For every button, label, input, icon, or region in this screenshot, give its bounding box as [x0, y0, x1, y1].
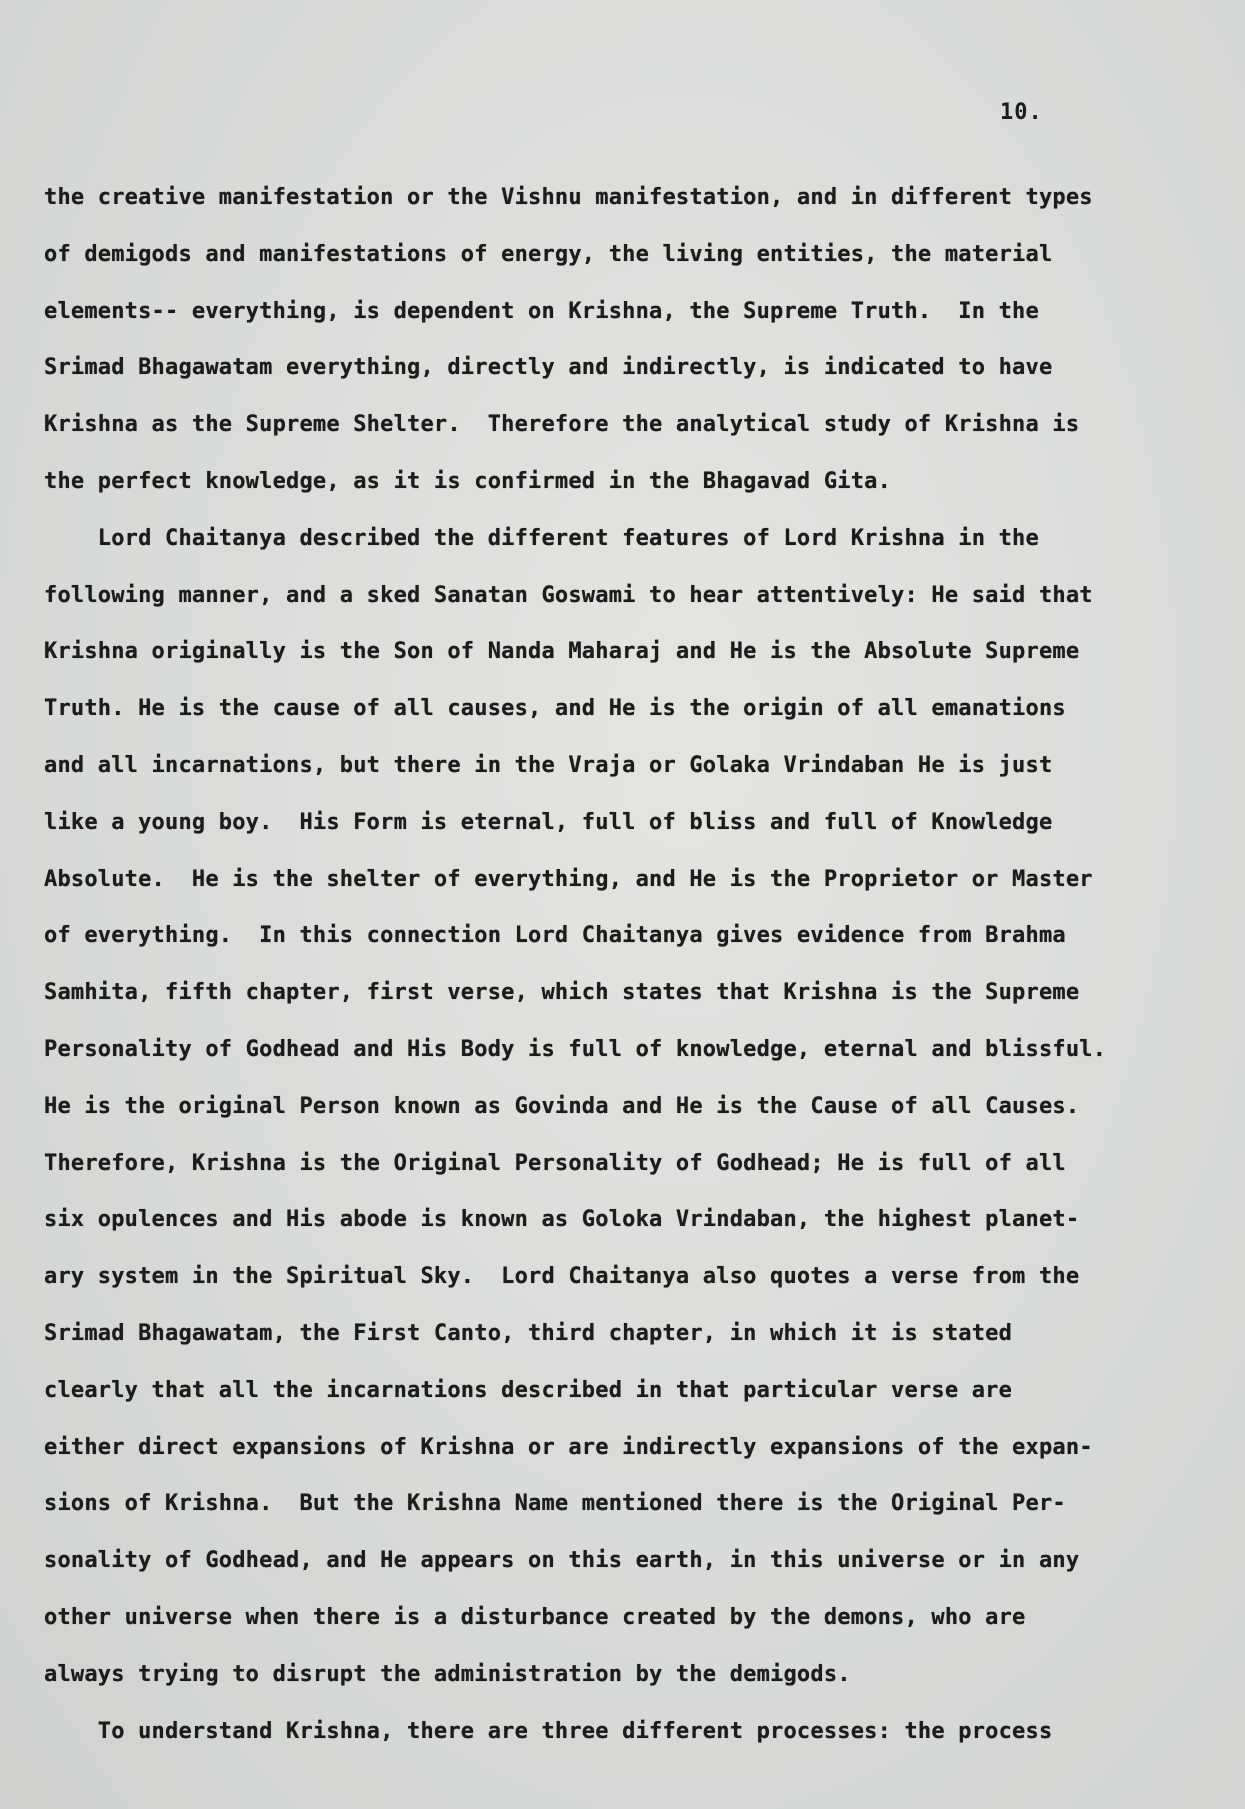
text-line: and all incarnations, but there in the Vraja or Golaka Vrindaban He is just [44, 752, 1053, 778]
text-line: Samhita, fifth chapter, first verse, which states that Krishna is the Supreme [44, 980, 1080, 1006]
text-line: He is the original Person known as Govinda and He is the Cause of all Causes. [44, 1093, 1080, 1119]
text-line: elements-- everything, is dependent on Krishna, the Supreme Truth. In the [44, 298, 1039, 324]
text-line: following manner, and a sked Sanatan Goswami to hear attentively: He said that [44, 582, 1093, 608]
text-line: Krishna originally is the Son of Nanda Maharaj and He is the Absolute Supreme [44, 639, 1080, 665]
text-line: To understand Krishna, there are three different processes: the process [44, 1718, 1053, 1744]
text-line: of demigods and manifestations of energy, the living entities, the material [44, 241, 1053, 267]
text-line: always trying to disrupt the administration by the demigods. [44, 1661, 851, 1687]
text-line: ary system in the Spiritual Sky. Lord Chaitanya also quotes a verse from the [44, 1264, 1080, 1290]
text-line: Srimad Bhagawatam, the First Canto, third chapter, in which it is stated [44, 1320, 1013, 1346]
text-line: of everything. In this connection Lord Chaitanya gives evidence from Brahma [44, 923, 1066, 949]
text-line: Absolute. He is the shelter of everything, and He is the Proprietor or Master [44, 866, 1093, 892]
text-line: either direct expansions of Krishna or are indirectly expansions of the expan- [44, 1434, 1093, 1460]
body-text [44, 180, 1144, 1770]
text-line: Personality of Godhead and His Body is full of knowledge, eternal and blissful. [44, 1036, 1107, 1062]
text-line: the perfect knowledge, as it is confirmed in the Bhagavad Gita. [44, 468, 892, 494]
text-line: other universe when there is a disturbance created by the demons, who are [44, 1604, 1026, 1630]
text-line: six opulences and His abode is known as Goloka Vrindaban, the highest planet- [44, 1207, 1080, 1233]
page-number: 10. [1000, 100, 1043, 125]
text-line: Therefore, Krishna is the Original Personality of Godhead; He is full of all [44, 1150, 1066, 1176]
text-line: sonality of Godhead, and He appears on this earth, in this universe or in any [44, 1548, 1080, 1574]
text-line: Lord Chaitanya described the different features of Lord Krishna in the [44, 525, 1039, 551]
text-line: the creative manifestation or the Vishnu manifestation, and in different types [44, 185, 1093, 210]
text-line: Krishna as the Supreme Shelter. Therefore the analytical study of Krishna is [44, 412, 1080, 438]
text-line: sions of Krishna. But the Krishna Name mentioned there is the Original Per- [44, 1491, 1066, 1517]
text-line: Srimad Bhagawatam everything, directly and indirectly, is indicated to have [44, 355, 1053, 381]
text-line: Truth. He is the cause of all causes, and He is the origin of all emanations [44, 696, 1066, 722]
text-line: clearly that all the incarnations described in that particular verse are [44, 1377, 1013, 1403]
text-line: like a young boy. His Form is eternal, full of bliss and full of Knowledge [44, 809, 1053, 835]
